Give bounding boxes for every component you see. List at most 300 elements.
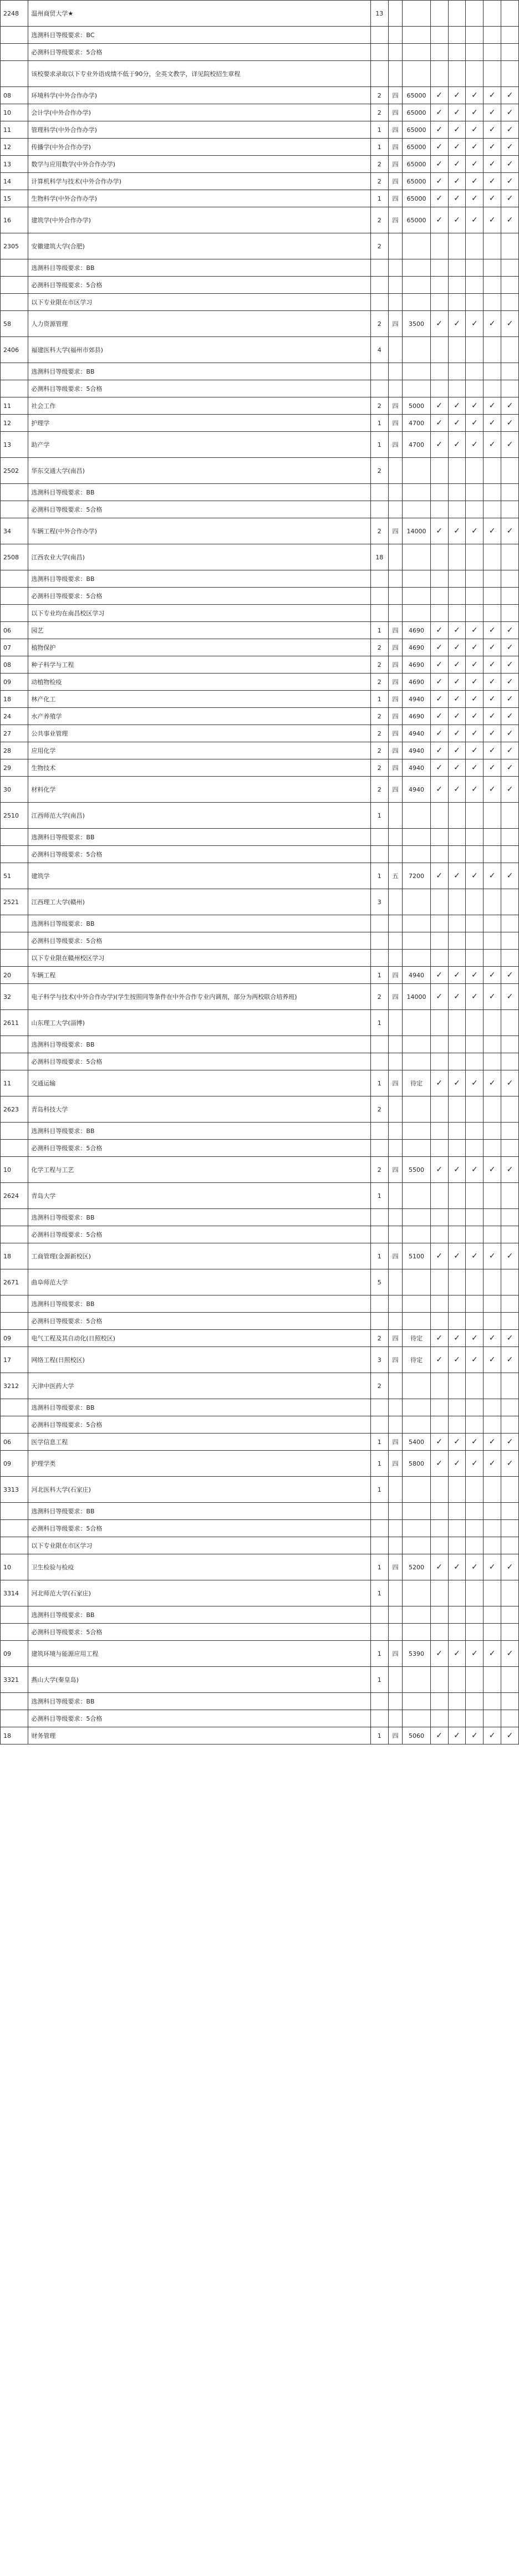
row-years: 四 <box>388 1554 403 1580</box>
row-check-5 <box>501 829 519 846</box>
row-check-1: ✓ <box>430 173 448 190</box>
row-check-2: ✓ <box>448 742 466 759</box>
row-name: 福建医科大学(福州市郊县) <box>28 337 371 363</box>
row-check-2 <box>448 846 466 863</box>
row-check-2 <box>448 1416 466 1434</box>
row-check-3 <box>466 1537 484 1554</box>
row-years: 四 <box>388 1330 403 1347</box>
row-check-5 <box>501 889 519 915</box>
row-check-1 <box>430 1477 448 1503</box>
row-name: 天津中医药大学 <box>28 1373 371 1399</box>
row-check-1 <box>430 501 448 518</box>
row-check-1 <box>430 294 448 311</box>
row-years: 四 <box>388 674 403 691</box>
row-check-5: ✓ <box>501 104 519 121</box>
row-check-2 <box>448 27 466 44</box>
row-years <box>388 27 403 44</box>
row-plan-count: 2 <box>370 984 388 1010</box>
row-check-4: ✓ <box>484 432 501 458</box>
row-fee <box>403 605 430 622</box>
row-name: 燕山大学(秦皇岛) <box>28 1667 371 1693</box>
row-code: 3212 <box>1 1373 28 1399</box>
row-fee <box>403 1399 430 1416</box>
row-years <box>388 1226 403 1243</box>
row-name: 社会工作 <box>28 397 371 415</box>
row-check-5 <box>501 1416 519 1434</box>
row-years: 四 <box>388 1070 403 1096</box>
row-check-1: ✓ <box>430 1641 448 1667</box>
row-check-4 <box>484 484 501 501</box>
row-years <box>388 915 403 932</box>
row-check-4: ✓ <box>484 759 501 777</box>
row-check-4: ✓ <box>484 207 501 233</box>
row-name: 曲阜师范大学 <box>28 1269 371 1295</box>
row-check-5: ✓ <box>501 725 519 742</box>
row-name: 建筑学(中外合作办学) <box>28 207 371 233</box>
row-check-4: ✓ <box>484 104 501 121</box>
row-check-2: ✓ <box>448 759 466 777</box>
row-check-1 <box>430 1226 448 1243</box>
note-row <box>1 294 519 311</box>
row-check-4 <box>484 915 501 932</box>
row-code: 11 <box>1 121 28 139</box>
row-name: 车辆工程(中外合作办学) <box>28 518 371 544</box>
major-row <box>1 156 519 173</box>
row-name: 以下专业限在市区学习 <box>28 294 371 311</box>
row-fee <box>403 277 430 294</box>
row-check-4 <box>484 1295 501 1313</box>
row-check-3 <box>466 950 484 967</box>
row-name: 必测科目等级要求：5合格 <box>28 1053 371 1070</box>
row-plan-count: 2 <box>370 1373 388 1399</box>
row-check-2 <box>448 915 466 932</box>
row-years <box>388 1313 403 1330</box>
row-plan-count: 2 <box>370 104 388 121</box>
row-check-1 <box>430 932 448 950</box>
row-fee <box>403 1416 430 1434</box>
row-check-4 <box>484 1477 501 1503</box>
row-check-3 <box>466 605 484 622</box>
row-years: 四 <box>388 622 403 639</box>
row-years <box>388 1667 403 1693</box>
row-fee: 65000 <box>403 139 430 156</box>
row-fee <box>403 484 430 501</box>
note-row <box>1 1503 519 1520</box>
row-plan-count <box>370 363 388 380</box>
row-years: 四 <box>388 1434 403 1451</box>
row-check-1 <box>430 889 448 915</box>
row-fee: 14000 <box>403 518 430 544</box>
row-plan-count: 1 <box>370 1451 388 1477</box>
row-name: 建筑环境与能源应用工程 <box>28 1641 371 1667</box>
row-code <box>1 1313 28 1330</box>
row-check-2: ✓ <box>448 656 466 674</box>
row-name: 必测科目等级要求：5合格 <box>28 501 371 518</box>
row-check-2: ✓ <box>448 1330 466 1347</box>
row-check-4 <box>484 950 501 967</box>
row-check-3 <box>466 1096 484 1123</box>
row-check-4 <box>484 1399 501 1416</box>
row-check-1 <box>430 1053 448 1070</box>
major-row <box>1 1243 519 1269</box>
row-name: 医学信息工程 <box>28 1434 371 1451</box>
row-plan-count: 1 <box>370 1667 388 1693</box>
row-check-3: ✓ <box>466 190 484 207</box>
row-plan-count <box>370 1209 388 1226</box>
row-plan-count: 2 <box>370 518 388 544</box>
row-fee <box>403 846 430 863</box>
row-name: 车辆工程 <box>28 967 371 984</box>
row-check-2 <box>448 932 466 950</box>
row-plan-count <box>370 1624 388 1641</box>
row-code: 28 <box>1 742 28 759</box>
row-check-5: ✓ <box>501 156 519 173</box>
row-check-3 <box>466 380 484 397</box>
row-check-4 <box>484 1036 501 1053</box>
row-code <box>1 61 28 87</box>
row-name: 青岛大学 <box>28 1183 371 1209</box>
row-check-4 <box>484 1183 501 1209</box>
row-check-3: ✓ <box>466 674 484 691</box>
row-code: 18 <box>1 1243 28 1269</box>
row-plan-count <box>370 1295 388 1313</box>
row-check-5: ✓ <box>501 139 519 156</box>
row-plan-count: 2 <box>370 233 388 259</box>
row-name: 河北师范大学(石家庄) <box>28 1580 371 1606</box>
row-fee <box>403 1140 430 1157</box>
row-check-3 <box>466 1295 484 1313</box>
note-row <box>1 1606 519 1624</box>
row-plan-count: 2 <box>370 777 388 803</box>
row-check-3 <box>466 1416 484 1434</box>
row-check-2 <box>448 294 466 311</box>
row-code: 10 <box>1 104 28 121</box>
row-check-2: ✓ <box>448 311 466 337</box>
row-check-3: ✓ <box>466 1451 484 1477</box>
row-check-5 <box>501 846 519 863</box>
note-row <box>1 484 519 501</box>
row-name: 传播学(中外合作办学) <box>28 139 371 156</box>
row-plan-count: 2 <box>370 458 388 484</box>
row-years <box>388 61 403 87</box>
row-check-2: ✓ <box>448 1070 466 1096</box>
row-check-1 <box>430 1520 448 1537</box>
row-fee <box>403 1010 430 1036</box>
row-check-3: ✓ <box>466 863 484 889</box>
row-code: 2510 <box>1 803 28 829</box>
row-code <box>1 915 28 932</box>
note-row <box>1 501 519 518</box>
row-fee <box>403 1667 430 1693</box>
row-check-1 <box>430 259 448 277</box>
row-check-3: ✓ <box>466 1554 484 1580</box>
row-name: 必测科目等级要求：5合格 <box>28 1140 371 1157</box>
row-name: 必测科目等级要求：5合格 <box>28 846 371 863</box>
row-name: 选测科目等级要求：BB <box>28 1693 371 1710</box>
note-row <box>1 950 519 967</box>
row-check-4 <box>484 1416 501 1434</box>
row-check-1: ✓ <box>430 1434 448 1451</box>
row-code: 06 <box>1 622 28 639</box>
row-check-3 <box>466 294 484 311</box>
row-check-4 <box>484 1624 501 1641</box>
row-check-2: ✓ <box>448 691 466 708</box>
row-fee <box>403 61 430 87</box>
row-fee: 5000 <box>403 397 430 415</box>
row-years <box>388 363 403 380</box>
row-check-2 <box>448 1140 466 1157</box>
row-code: 08 <box>1 656 28 674</box>
row-plan-count: 1 <box>370 1243 388 1269</box>
row-name: 选测科目等级要求：BB <box>28 1123 371 1140</box>
row-check-1: ✓ <box>430 1451 448 1477</box>
row-fee <box>403 1477 430 1503</box>
row-fee <box>403 544 430 570</box>
row-years <box>388 1477 403 1503</box>
row-years <box>388 1624 403 1641</box>
row-check-1: ✓ <box>430 104 448 121</box>
row-plan-count <box>370 950 388 967</box>
major-row <box>1 1157 519 1183</box>
row-check-4 <box>484 259 501 277</box>
row-check-4 <box>484 1520 501 1537</box>
row-fee: 5060 <box>403 1727 430 1744</box>
row-years <box>388 1053 403 1070</box>
row-check-5: ✓ <box>501 207 519 233</box>
row-check-4 <box>484 363 501 380</box>
row-check-4 <box>484 380 501 397</box>
row-check-5 <box>501 1580 519 1606</box>
row-fee <box>403 1313 430 1330</box>
row-name: 必测科目等级要求：5合格 <box>28 1313 371 1330</box>
row-years <box>388 1140 403 1157</box>
row-plan-count <box>370 277 388 294</box>
row-plan-count: 2 <box>370 311 388 337</box>
row-code <box>1 1624 28 1641</box>
row-check-5: ✓ <box>501 863 519 889</box>
row-check-1: ✓ <box>430 1727 448 1744</box>
row-name: 选测科目等级要求：BB <box>28 259 371 277</box>
row-check-4: ✓ <box>484 311 501 337</box>
row-check-1: ✓ <box>430 777 448 803</box>
row-check-4: ✓ <box>484 1330 501 1347</box>
row-name: 林产化工 <box>28 691 371 708</box>
note-row <box>1 605 519 622</box>
row-fee <box>403 458 430 484</box>
row-check-2: ✓ <box>448 415 466 432</box>
row-check-2 <box>448 1036 466 1053</box>
row-name: 动植物检疫 <box>28 674 371 691</box>
row-check-2: ✓ <box>448 1434 466 1451</box>
row-fee <box>403 570 430 588</box>
row-code: 2406 <box>1 337 28 363</box>
school-row <box>1 1477 519 1503</box>
row-check-1 <box>430 1580 448 1606</box>
row-check-4: ✓ <box>484 656 501 674</box>
row-fee <box>403 588 430 605</box>
row-check-1 <box>430 1140 448 1157</box>
row-check-3: ✓ <box>466 1347 484 1373</box>
row-plan-count <box>370 484 388 501</box>
row-check-1 <box>430 950 448 967</box>
row-fee <box>403 1537 430 1554</box>
row-plan-count <box>370 1036 388 1053</box>
row-check-4 <box>484 1313 501 1330</box>
row-check-2 <box>448 803 466 829</box>
row-name: 以下专业均在南昌校区学习 <box>28 605 371 622</box>
row-years <box>388 484 403 501</box>
note-row <box>1 1520 519 1537</box>
row-check-2 <box>448 1053 466 1070</box>
row-fee: 5200 <box>403 1554 430 1580</box>
row-fee <box>403 1123 430 1140</box>
row-check-5: ✓ <box>501 742 519 759</box>
major-row <box>1 121 519 139</box>
row-check-5 <box>501 570 519 588</box>
row-check-3: ✓ <box>466 967 484 984</box>
row-years <box>388 501 403 518</box>
row-fee: 待定 <box>403 1347 430 1373</box>
row-check-3 <box>466 1693 484 1710</box>
row-check-5 <box>501 363 519 380</box>
row-check-2 <box>448 363 466 380</box>
row-plan-count: 2 <box>370 1330 388 1347</box>
row-check-5: ✓ <box>501 1157 519 1183</box>
row-check-2 <box>448 1096 466 1123</box>
row-name: 数学与应用数学(中外合作办学) <box>28 156 371 173</box>
row-check-1 <box>430 1667 448 1693</box>
row-plan-count <box>370 1226 388 1243</box>
row-plan-count: 2 <box>370 397 388 415</box>
note-row <box>1 570 519 588</box>
row-fee <box>403 803 430 829</box>
row-check-1: ✓ <box>430 87 448 104</box>
row-years <box>388 1036 403 1053</box>
row-check-3: ✓ <box>466 311 484 337</box>
row-plan-count: 2 <box>370 759 388 777</box>
row-name: 护理学类 <box>28 1451 371 1477</box>
major-row <box>1 139 519 156</box>
row-check-5 <box>501 233 519 259</box>
row-check-4 <box>484 889 501 915</box>
row-plan-count: 1 <box>370 1434 388 1451</box>
row-fee <box>403 1693 430 1710</box>
row-check-3 <box>466 544 484 570</box>
school-row <box>1 1010 519 1036</box>
row-years: 四 <box>388 432 403 458</box>
row-plan-count: 2 <box>370 173 388 190</box>
row-check-4: ✓ <box>484 725 501 742</box>
row-name: 江西农业大学(南昌) <box>28 544 371 570</box>
row-code: 10 <box>1 1554 28 1580</box>
row-check-5 <box>501 380 519 397</box>
row-check-4 <box>484 570 501 588</box>
note-row <box>1 44 519 61</box>
row-check-3: ✓ <box>466 708 484 725</box>
row-check-1 <box>430 1399 448 1416</box>
row-code <box>1 1693 28 1710</box>
row-years <box>388 1606 403 1624</box>
row-check-1 <box>430 803 448 829</box>
row-check-1: ✓ <box>430 742 448 759</box>
row-check-5 <box>501 1537 519 1554</box>
row-code <box>1 501 28 518</box>
school-row <box>1 1269 519 1295</box>
major-row <box>1 104 519 121</box>
row-fee: 5500 <box>403 1157 430 1183</box>
row-check-1: ✓ <box>430 674 448 691</box>
row-plan-count <box>370 380 388 397</box>
row-check-5 <box>501 932 519 950</box>
row-code <box>1 950 28 967</box>
row-check-3: ✓ <box>466 1243 484 1269</box>
row-check-2: ✓ <box>448 725 466 742</box>
row-check-3: ✓ <box>466 173 484 190</box>
row-check-1 <box>430 1313 448 1330</box>
row-check-5: ✓ <box>501 759 519 777</box>
row-code: 16 <box>1 207 28 233</box>
row-check-3: ✓ <box>466 104 484 121</box>
row-plan-count: 2 <box>370 656 388 674</box>
row-check-1 <box>430 27 448 44</box>
row-check-5 <box>501 1 519 27</box>
row-check-4 <box>484 1053 501 1070</box>
row-fee: 65000 <box>403 173 430 190</box>
row-check-4 <box>484 1537 501 1554</box>
row-code: 3314 <box>1 1580 28 1606</box>
plan-table-body <box>1 1 519 1744</box>
row-years <box>388 570 403 588</box>
row-check-3: ✓ <box>466 1641 484 1667</box>
row-plan-count <box>370 1503 388 1520</box>
row-code <box>1 829 28 846</box>
row-name: 青岛科技大学 <box>28 1096 371 1123</box>
major-row <box>1 397 519 415</box>
note-row <box>1 27 519 44</box>
row-check-3 <box>466 1053 484 1070</box>
row-check-2: ✓ <box>448 518 466 544</box>
row-name: 化学工程与工艺 <box>28 1157 371 1183</box>
row-check-1: ✓ <box>430 156 448 173</box>
row-check-3 <box>466 1010 484 1036</box>
row-check-4 <box>484 1667 501 1693</box>
row-fee <box>403 337 430 363</box>
row-fee: 65000 <box>403 121 430 139</box>
row-check-4 <box>484 1693 501 1710</box>
row-check-3: ✓ <box>466 742 484 759</box>
row-code <box>1 1123 28 1140</box>
note-row <box>1 1624 519 1641</box>
row-years: 四 <box>388 121 403 139</box>
row-check-5 <box>501 1209 519 1226</box>
row-fee <box>403 1606 430 1624</box>
row-code: 34 <box>1 518 28 544</box>
row-years <box>388 1209 403 1226</box>
row-check-5 <box>501 1096 519 1123</box>
row-check-1 <box>430 61 448 87</box>
row-name: 温州商贸大学★ <box>28 1 371 27</box>
row-check-2: ✓ <box>448 1157 466 1183</box>
row-name: 河北医科大学(石家庄) <box>28 1477 371 1503</box>
row-check-3 <box>466 458 484 484</box>
major-row <box>1 1727 519 1744</box>
row-check-2 <box>448 61 466 87</box>
row-code <box>1 484 28 501</box>
row-years: 五 <box>388 863 403 889</box>
row-check-2: ✓ <box>448 207 466 233</box>
row-fee: 4700 <box>403 415 430 432</box>
row-plan-count: 1 <box>370 1641 388 1667</box>
